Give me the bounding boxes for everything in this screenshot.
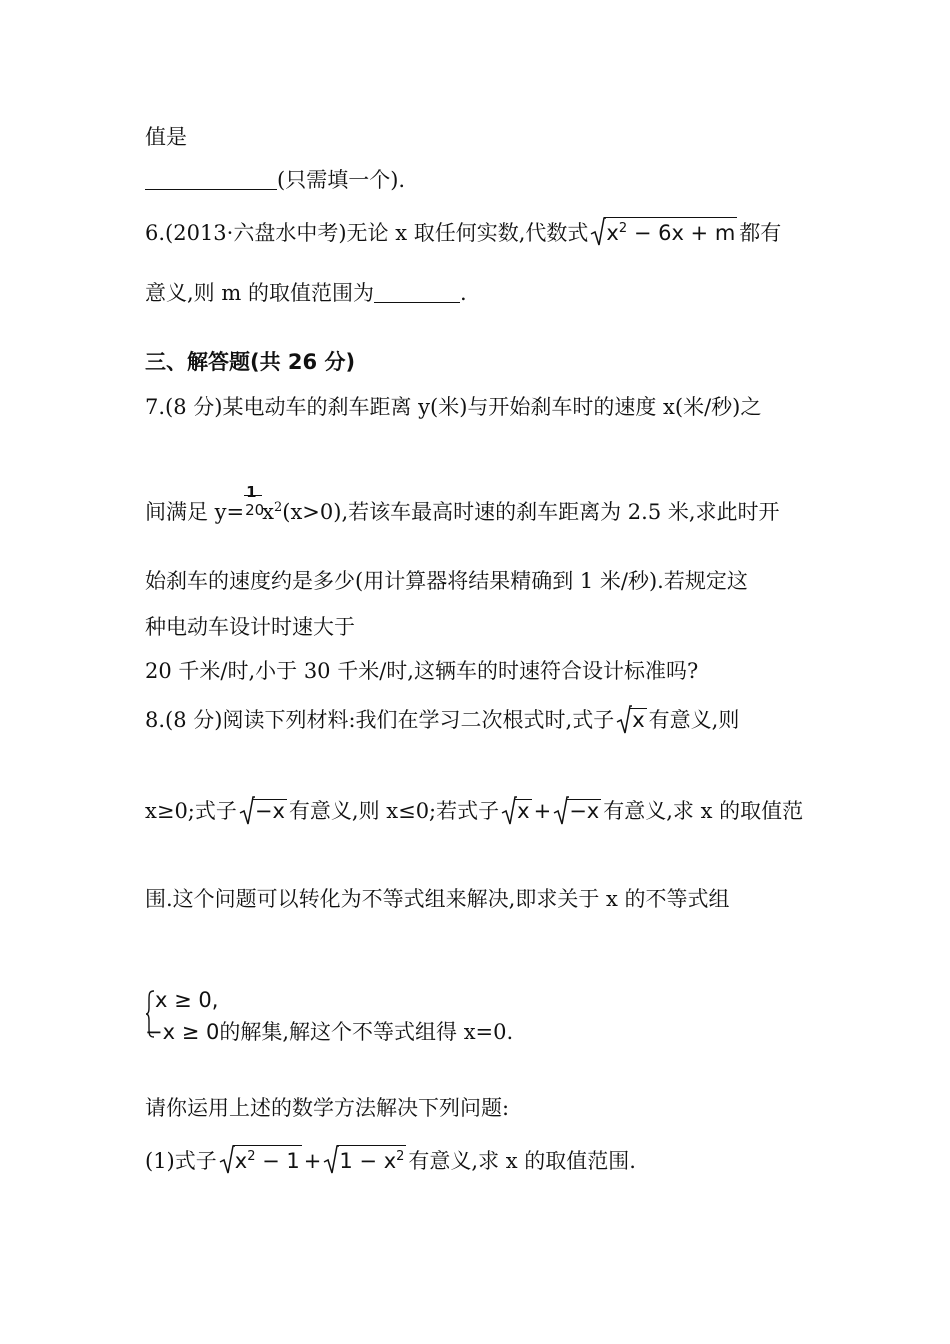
radicand-base: x [234,1149,248,1173]
q7-line2-var: x [262,500,274,524]
radical-sign-icon [219,1145,235,1175]
sqrt-neg-x [239,796,287,826]
radicand-exp: 2 [396,1149,405,1164]
radicand-base: 1 − x [339,1149,397,1173]
radicand-exp: 2 [247,1149,256,1164]
q7-line5: 20 千米/时,小于 30 千米/时,这辆车的时速符合设计标准吗? [145,659,699,683]
plus-sign: + [303,1149,322,1173]
q7-line4: 种电动车设计时速大于 [145,615,355,639]
sqrt-expression [590,217,737,248]
q8-line1 [145,705,739,735]
radicand-base: x [606,221,619,245]
inequality-row-1: x ≥ 0, [155,988,219,1012]
q8-line2-c: 有意义,求 x 的取值范 [603,799,804,823]
radical-sign-icon [616,705,632,735]
answer-blank[interactable] [145,167,277,190]
q8-part1 [145,1145,636,1176]
radicand: x [632,708,645,732]
radicand: −x [569,799,600,823]
fraction [244,483,265,523]
radical-sign-icon [501,796,517,826]
radicand: x [517,799,530,823]
inequality-row-2-expr: −x ≥ 0 [145,1020,220,1044]
radical-sign-icon [323,1145,339,1175]
q6-line2-end: . [459,281,467,305]
radicand-exp: 2 [618,221,628,236]
radicand-rest: − 1 [255,1149,300,1173]
q5-line1: 值是 [145,125,187,149]
q6-line2 [145,278,467,308]
radical-sign-icon [590,217,606,247]
q7-line3: 始刹车的速度约是多少(用计算器将结果精确到 1 米/秒).若规定这 [145,569,748,593]
system-suffix: 的解集,解这个不等式组得 x=0. [219,1020,514,1044]
answer-blank[interactable] [374,280,460,303]
q6-suffix: 都有 [739,221,782,245]
fraction-numerator: 1 [246,483,257,501]
section-heading: 三、解答题(共 26 分) [145,350,356,374]
q6-line2-text: 意义,则 m 的取值范围为 [145,281,374,305]
q7-line2-exp: 2 [273,500,283,515]
q7-line1: 7.(8 分)某电动车的刹车距离 y(米)与开始刹车时的速度 x(米/秒)之 [145,395,762,419]
radical-sign-icon [239,796,255,826]
q6-prefix: 6.(2013·六盘水中考)无论 x 取任何实数,代数式 [145,221,589,245]
q7-line2 [145,483,780,527]
q5-line2-suffix: (只需填一个). [277,168,406,192]
q8-line2 [145,796,803,826]
sqrt-1-minus-x2 [323,1145,406,1176]
q5-line2 [145,165,405,195]
radicand-rest: − 6x + m [627,221,736,245]
sqrt-neg-x [553,796,601,826]
plus-sign: + [533,799,552,823]
q8-line3: 围.这个问题可以转化为不等式组来解决,即求关于 x 的不等式组 [145,887,730,911]
q8-line1-suffix: 有意义,则 [648,708,740,732]
radicand: −x [254,799,285,823]
q6-line1 [145,217,781,248]
fraction-denominator: 20 [245,501,265,519]
sqrt-x [501,796,531,826]
part1-suffix: 有意义,求 x 的取值范围. [408,1149,636,1173]
radical-sign-icon [553,796,569,826]
inequality-row-2 [145,1016,513,1046]
sqrt-x [616,705,646,735]
q7-line2-suffix: (x>0),若该车最高时速的刹车距离为 2.5 米,求此时开 [282,500,780,524]
q8-line5: 请你运用上述的数学方法解决下列问题: [145,1096,510,1120]
q8-line1-prefix: 8.(8 分)阅读下列材料:我们在学习二次根式时,式子 [145,708,615,732]
sqrt-x2-minus-1 [219,1145,302,1176]
q8-line2-b: 有意义,则 x≤0;若式子 [288,799,500,823]
part1-prefix: (1)式子 [145,1149,217,1173]
q8-line2-a: x≥0;式子 [145,799,237,823]
q7-line2-prefix: 间满足 y= [145,500,245,524]
